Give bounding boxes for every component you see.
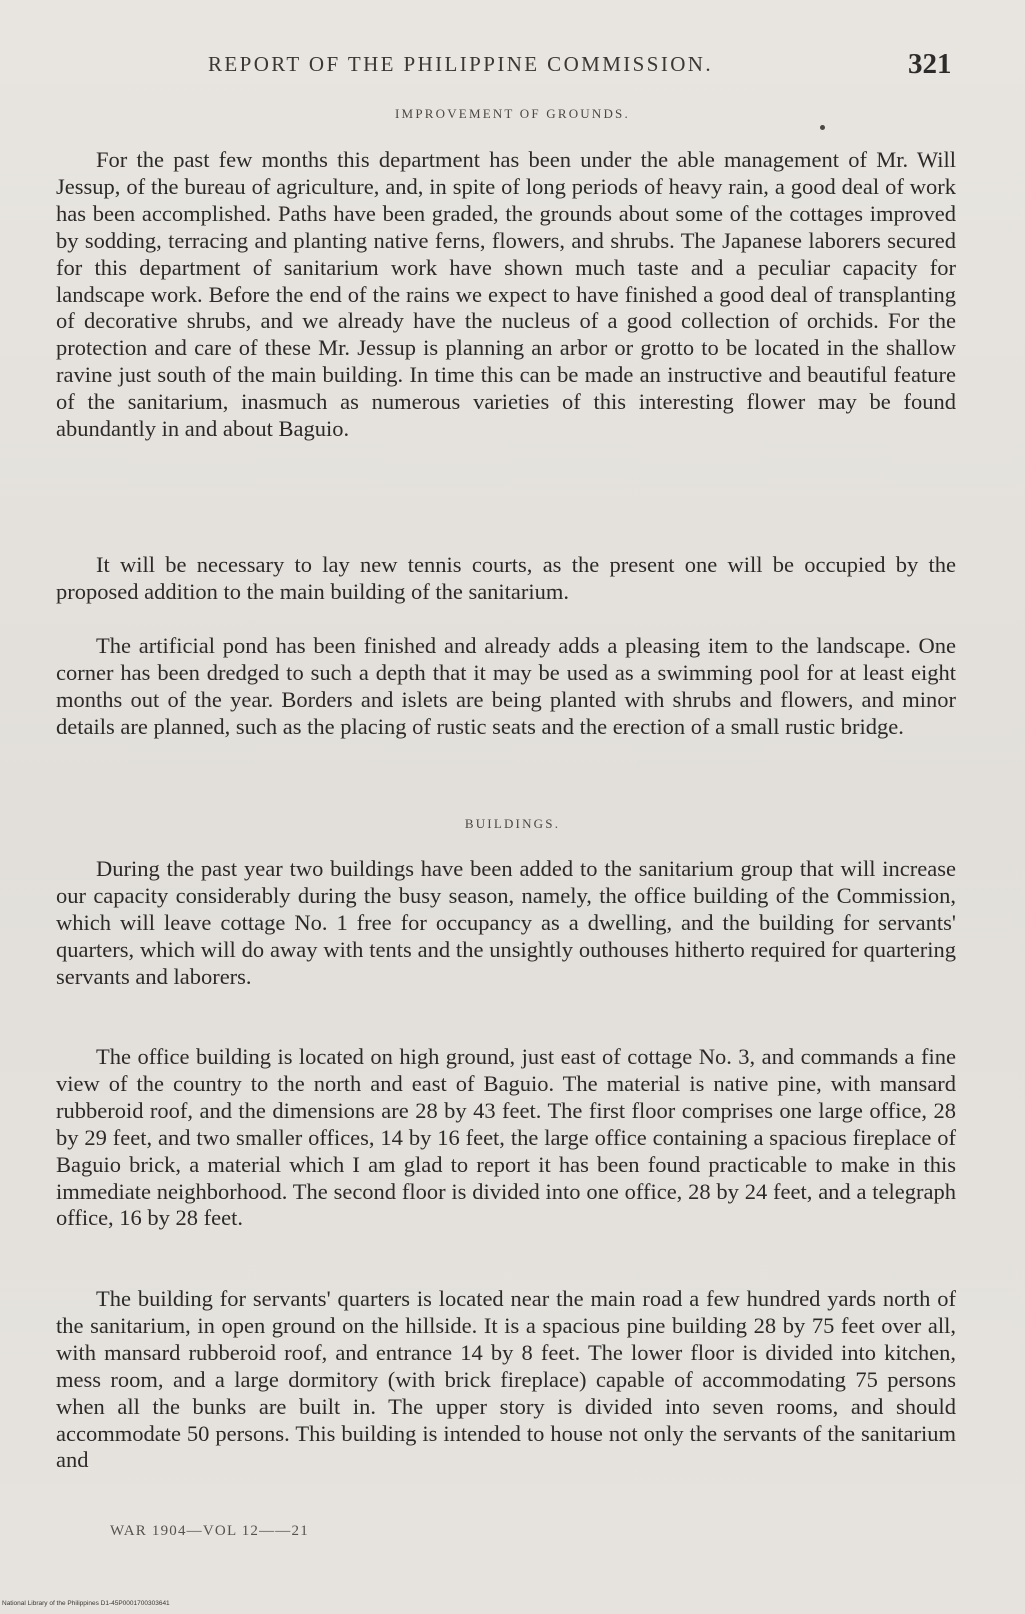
paragraph-grounds-3: The artificial pond has been finished and already adds a pleasing item to the landscape. One corner has been dredged to such a depth that it may be used as a swimming pool for at least eight months out of the year. Borders and islets are being planted with shrubs and flowers, and minor details are planned, such as the placing of rustic seats and the erection of a small rustic bridge.: [56, 633, 956, 739]
print-speck: [820, 125, 825, 130]
section-heading-grounds: IMPROVEMENT OF GROUNDS.: [395, 106, 630, 121]
paragraph-buildings-2: The office building is located on high ground, just east of cottage No. 3, and commands a fine view of the country to the north and east of Baguio. The material is native pine, with mansard rubberoid roof, and the dimensions are 28 by 43 feet. The first floor comprises one large office, 28 by 29 feet, and two smaller offices, 14 by 16 feet, the large office containing a spacious fireplace of Baguio brick, a material which I am glad to report it has been found practicable to make in this immediate neighborhood. The second floor is divided into one office, 28 by 24 feet, and a telegraph office, 16 by 28 feet.: [56, 1044, 956, 1231]
scan-credit: National Library of the Philippines D1-45P0001700303641: [2, 1600, 170, 1607]
section-heading-buildings: BUILDINGS.: [464, 816, 561, 831]
paragraph-buildings-1: During the past year two buildings have been added to the sanitarium group that will increase our capacity considerably during the busy season, namely, the office building of the Commission, which will leave cottage No. 1 free for occupancy as a dwelling, and the building for servants' quarters, which will do away with tents and the unsightly outhouses hitherto required for quartering servants and laborers.: [56, 856, 956, 989]
paragraph-grounds-2: It will be necessary to lay new tennis courts, as the present one will be occupied by the proposed addition to the main building of the sanitarium.: [56, 552, 956, 604]
running-header: [0, 48, 1025, 88]
paragraph-grounds-1: For the past few months this department has been under the able management of Mr. Will Jessup, of the bureau of agriculture, and, in spite of long periods of heavy rain, a good deal of work has been accomplished. Paths have been graded, the grounds about some of the cottages improved by sodding, terracing and planting native ferns, flowers, and shrubs. The Japanese laborers secured for this department of sanitarium work have shown much taste and a peculiar capacity for landscape work. Before the end of the rains we expect to have finished a good deal of transplanting of decorative shrubs, and we already have the nucleus of a good collection of orchids. For the protection and care of these Mr. Jessup is planning an arbor or grotto to be located in the shallow ravine just south of the main building. In time this can be made an instructive and beautiful feature of the sanitarium, inasmuch as numerous varieties of this interesting flower may be found abundantly in and about Baguio.: [56, 147, 956, 442]
signature-mark: WAR 1904—VOL 12——21: [110, 1523, 309, 1539]
page-number: 321: [908, 48, 952, 80]
paragraph-buildings-3: The building for servants' quarters is located near the main road a few hundred yards north of the sanitarium, in open ground on the hillside. It is a spacious pine building 28 by 75 feet over all, with mansard rubberoid roof, and entrance 14 by 8 feet. The lower floor is divided into kitchen, mess room, and a large dormitory (with brick fireplace) capable of accommodating 75 persons when all the bunks are built in. The upper story is divided into seven rooms, and should accommodate 50 persons. This building is intended to house not only the servants of the sanitarium and: [56, 1286, 956, 1473]
running-title: REPORT OF THE PHILIPPINE COMMISSION.: [208, 52, 714, 76]
